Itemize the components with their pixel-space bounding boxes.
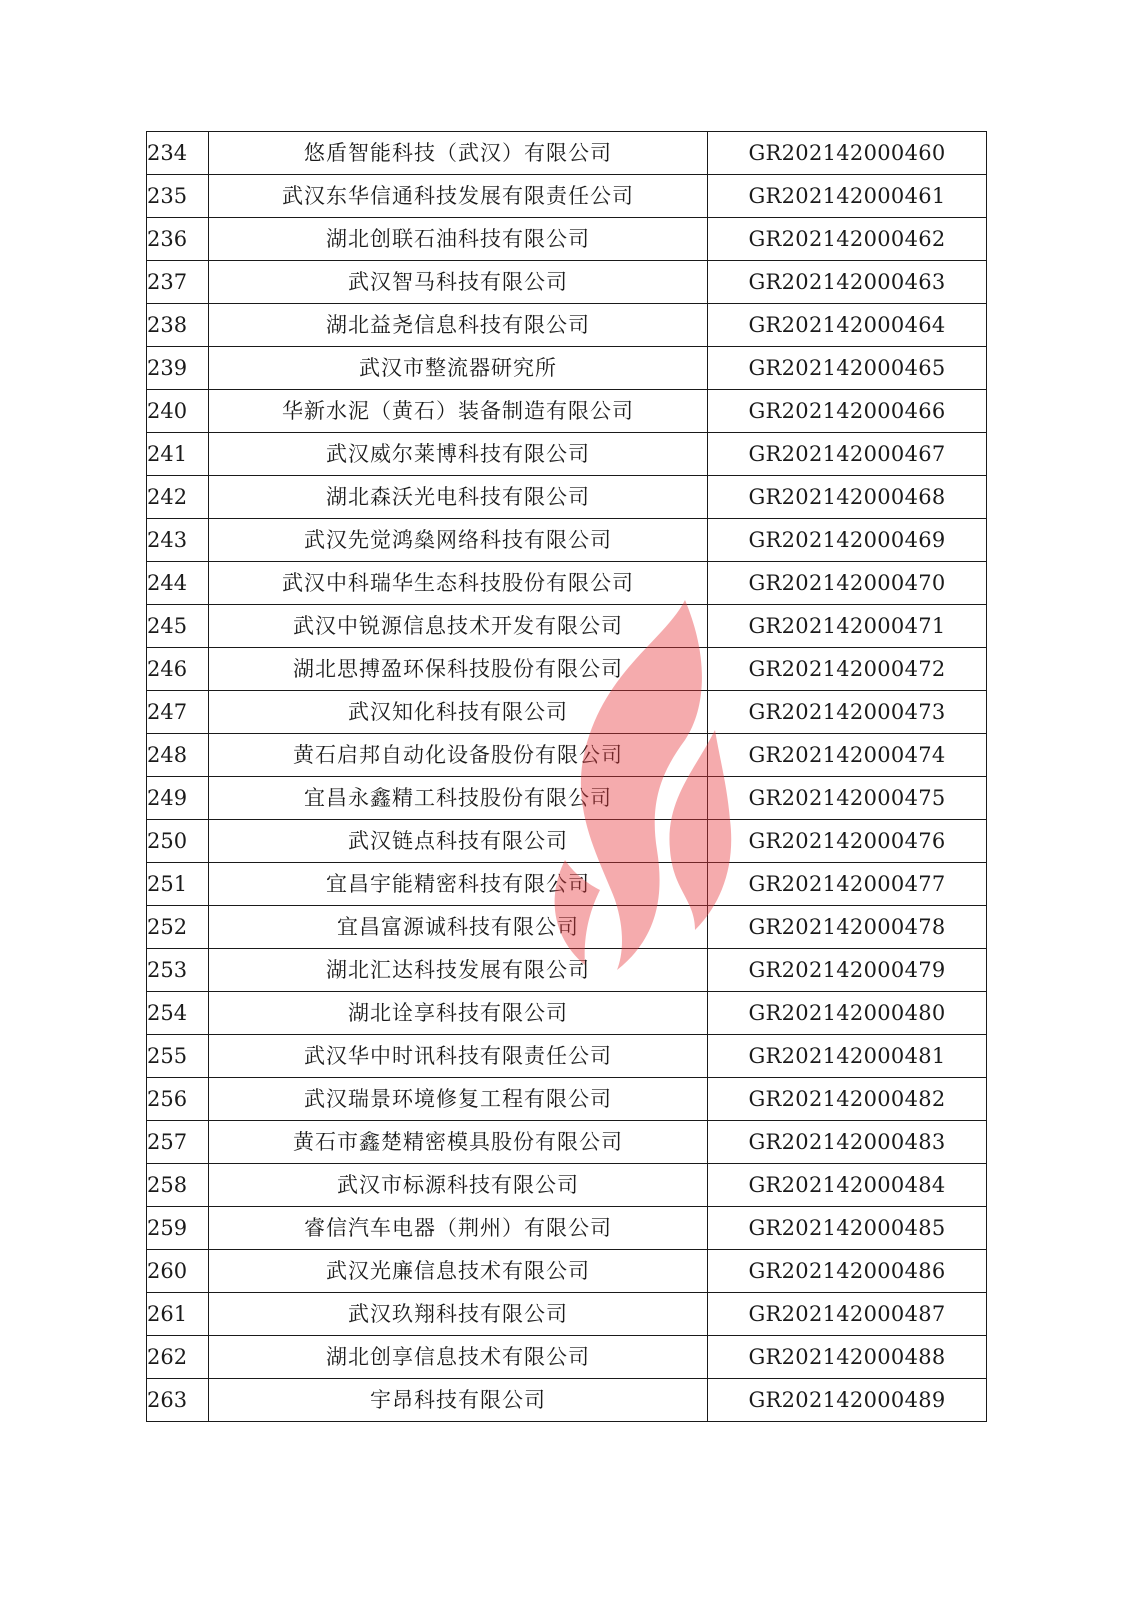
certificate-number-cell: GR202142000481 bbox=[708, 1035, 987, 1078]
certificate-number-cell: GR202142000462 bbox=[708, 218, 987, 261]
certificate-number-cell: GR202142000464 bbox=[708, 304, 987, 347]
company-name-cell: 武汉瑞景环境修复工程有限公司 bbox=[209, 1078, 708, 1121]
table-row bbox=[147, 1336, 987, 1379]
company-name-cell: 黄石启邦自动化设备股份有限公司 bbox=[209, 734, 708, 777]
company-name-cell: 宇昂科技有限公司 bbox=[209, 1379, 708, 1422]
company-name-cell: 武汉光廉信息技术有限公司 bbox=[209, 1250, 708, 1293]
row-number-cell: 261 bbox=[147, 1293, 209, 1336]
row-number-cell: 253 bbox=[147, 949, 209, 992]
company-name-cell: 湖北创享信息技术有限公司 bbox=[209, 1336, 708, 1379]
certificate-number-cell: GR202142000466 bbox=[708, 390, 987, 433]
table-row bbox=[147, 562, 987, 605]
row-number-cell: 252 bbox=[147, 906, 209, 949]
certificate-number-cell: GR202142000483 bbox=[708, 1121, 987, 1164]
certificate-number-cell: GR202142000487 bbox=[708, 1293, 987, 1336]
company-name-cell: 宜昌永鑫精工科技股份有限公司 bbox=[209, 777, 708, 820]
certificate-number-cell: GR202142000470 bbox=[708, 562, 987, 605]
company-name-cell: 武汉链点科技有限公司 bbox=[209, 820, 708, 863]
table-row bbox=[147, 734, 987, 777]
company-name-cell: 武汉华中时讯科技有限责任公司 bbox=[209, 1035, 708, 1078]
table-row bbox=[147, 1379, 987, 1422]
company-name-cell: 武汉市整流器研究所 bbox=[209, 347, 708, 390]
table-row bbox=[147, 1250, 987, 1293]
table-row bbox=[147, 949, 987, 992]
company-name-cell: 华新水泥（黄石）装备制造有限公司 bbox=[209, 390, 708, 433]
row-number-cell: 255 bbox=[147, 1035, 209, 1078]
company-name-cell: 湖北汇达科技发展有限公司 bbox=[209, 949, 708, 992]
table-row bbox=[147, 777, 987, 820]
row-number-cell: 242 bbox=[147, 476, 209, 519]
company-name-cell: 武汉威尔莱博科技有限公司 bbox=[209, 433, 708, 476]
certificate-number-cell: GR202142000482 bbox=[708, 1078, 987, 1121]
company-name-cell: 宜昌宇能精密科技有限公司 bbox=[209, 863, 708, 906]
company-name-cell: 湖北创联石油科技有限公司 bbox=[209, 218, 708, 261]
company-name-cell: 悠盾智能科技（武汉）有限公司 bbox=[209, 132, 708, 175]
company-name-cell: 湖北益尧信息科技有限公司 bbox=[209, 304, 708, 347]
row-number-cell: 246 bbox=[147, 648, 209, 691]
certificate-number-cell: GR202142000463 bbox=[708, 261, 987, 304]
table-row bbox=[147, 347, 987, 390]
table-row bbox=[147, 1164, 987, 1207]
row-number-cell: 245 bbox=[147, 605, 209, 648]
table-body bbox=[147, 132, 987, 1422]
table-row bbox=[147, 304, 987, 347]
certificate-number-cell: GR202142000469 bbox=[708, 519, 987, 562]
row-number-cell: 244 bbox=[147, 562, 209, 605]
row-number-cell: 238 bbox=[147, 304, 209, 347]
table-row bbox=[147, 1078, 987, 1121]
table-row bbox=[147, 820, 987, 863]
row-number-cell: 263 bbox=[147, 1379, 209, 1422]
certificate-number-cell: GR202142000488 bbox=[708, 1336, 987, 1379]
row-number-cell: 262 bbox=[147, 1336, 209, 1379]
table-row bbox=[147, 519, 987, 562]
table-row bbox=[147, 863, 987, 906]
row-number-cell: 248 bbox=[147, 734, 209, 777]
company-name-cell: 湖北思搏盈环保科技股份有限公司 bbox=[209, 648, 708, 691]
certificate-number-cell: GR202142000472 bbox=[708, 648, 987, 691]
certificate-number-cell: GR202142000479 bbox=[708, 949, 987, 992]
certificate-number-cell: GR202142000478 bbox=[708, 906, 987, 949]
row-number-cell: 254 bbox=[147, 992, 209, 1035]
company-name-cell: 黄石市鑫楚精密模具股份有限公司 bbox=[209, 1121, 708, 1164]
certificate-number-cell: GR202142000474 bbox=[708, 734, 987, 777]
certificate-number-cell: GR202142000468 bbox=[708, 476, 987, 519]
row-number-cell: 239 bbox=[147, 347, 209, 390]
certificate-number-cell: GR202142000473 bbox=[708, 691, 987, 734]
company-name-cell: 武汉中锐源信息技术开发有限公司 bbox=[209, 605, 708, 648]
row-number-cell: 237 bbox=[147, 261, 209, 304]
company-name-cell: 武汉市标源科技有限公司 bbox=[209, 1164, 708, 1207]
certificate-number-cell: GR202142000460 bbox=[708, 132, 987, 175]
table-row bbox=[147, 218, 987, 261]
company-name-cell: 武汉中科瑞华生态科技股份有限公司 bbox=[209, 562, 708, 605]
table-row bbox=[147, 261, 987, 304]
row-number-cell: 260 bbox=[147, 1250, 209, 1293]
certificate-number-cell: GR202142000489 bbox=[708, 1379, 987, 1422]
certificate-number-cell: GR202142000461 bbox=[708, 175, 987, 218]
table-row bbox=[147, 648, 987, 691]
row-number-cell: 259 bbox=[147, 1207, 209, 1250]
certificate-number-cell: GR202142000477 bbox=[708, 863, 987, 906]
certificate-number-cell: GR202142000467 bbox=[708, 433, 987, 476]
table-row bbox=[147, 906, 987, 949]
certificate-number-cell: GR202142000465 bbox=[708, 347, 987, 390]
row-number-cell: 241 bbox=[147, 433, 209, 476]
certificate-number-cell: GR202142000484 bbox=[708, 1164, 987, 1207]
table-row bbox=[147, 175, 987, 218]
table-row bbox=[147, 132, 987, 175]
company-name-cell: 武汉玖翔科技有限公司 bbox=[209, 1293, 708, 1336]
table-row bbox=[147, 1035, 987, 1078]
row-number-cell: 240 bbox=[147, 390, 209, 433]
table-row bbox=[147, 1121, 987, 1164]
row-number-cell: 249 bbox=[147, 777, 209, 820]
row-number-cell: 243 bbox=[147, 519, 209, 562]
certificate-number-cell: GR202142000476 bbox=[708, 820, 987, 863]
company-list-table bbox=[146, 131, 987, 1422]
table-row bbox=[147, 691, 987, 734]
row-number-cell: 251 bbox=[147, 863, 209, 906]
certificate-number-cell: GR202142000471 bbox=[708, 605, 987, 648]
row-number-cell: 256 bbox=[147, 1078, 209, 1121]
table-row bbox=[147, 992, 987, 1035]
company-name-cell: 武汉知化科技有限公司 bbox=[209, 691, 708, 734]
company-name-cell: 武汉先觉鸿燊网络科技有限公司 bbox=[209, 519, 708, 562]
certificate-number-cell: GR202142000480 bbox=[708, 992, 987, 1035]
row-number-cell: 235 bbox=[147, 175, 209, 218]
row-number-cell: 234 bbox=[147, 132, 209, 175]
row-number-cell: 236 bbox=[147, 218, 209, 261]
table-row bbox=[147, 1293, 987, 1336]
row-number-cell: 258 bbox=[147, 1164, 209, 1207]
table-row bbox=[147, 605, 987, 648]
certificate-number-cell: GR202142000485 bbox=[708, 1207, 987, 1250]
certificate-number-cell: GR202142000475 bbox=[708, 777, 987, 820]
company-name-cell: 湖北诠享科技有限公司 bbox=[209, 992, 708, 1035]
row-number-cell: 257 bbox=[147, 1121, 209, 1164]
table-row bbox=[147, 433, 987, 476]
company-name-cell: 宜昌富源诚科技有限公司 bbox=[209, 906, 708, 949]
table-row bbox=[147, 1207, 987, 1250]
certificate-number-cell: GR202142000486 bbox=[708, 1250, 987, 1293]
table-row bbox=[147, 476, 987, 519]
table-row bbox=[147, 390, 987, 433]
company-name-cell: 武汉智马科技有限公司 bbox=[209, 261, 708, 304]
row-number-cell: 247 bbox=[147, 691, 209, 734]
row-number-cell: 250 bbox=[147, 820, 209, 863]
company-name-cell: 睿信汽车电器（荆州）有限公司 bbox=[209, 1207, 708, 1250]
company-name-cell: 湖北森沃光电科技有限公司 bbox=[209, 476, 708, 519]
company-name-cell: 武汉东华信通科技发展有限责任公司 bbox=[209, 175, 708, 218]
